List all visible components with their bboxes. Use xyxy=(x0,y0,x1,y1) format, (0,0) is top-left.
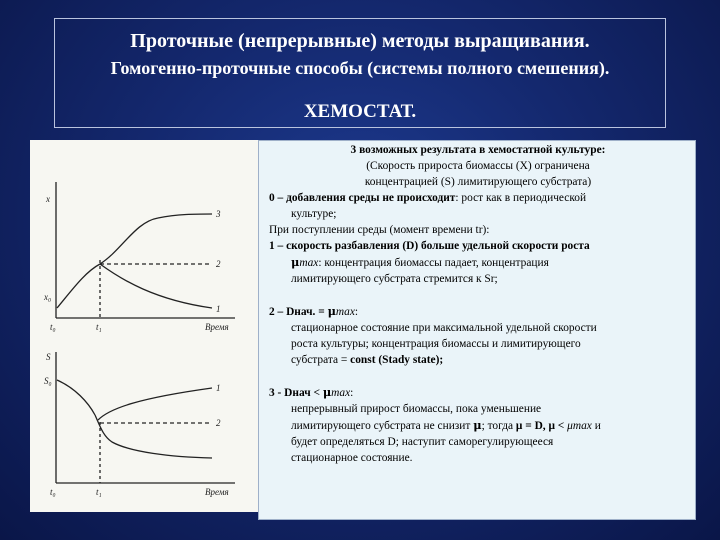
title-line-2: Гомогенно-проточные способы (системы полного смешения). xyxy=(110,58,610,78)
intro-line-2: концентрацией (S) лимитирующего субстрата) xyxy=(364,176,592,188)
bottom-initial-curve xyxy=(57,380,95,415)
title-line-3: ХЕМОСТАТ. xyxy=(303,101,417,122)
intro-line-1: (Скорость прироста биомассы (X) ограничена xyxy=(366,160,590,172)
text-panel xyxy=(258,140,696,520)
bottom-origin-label: t₀ xyxy=(50,487,56,497)
result-0: 0 – добавления среды не происходит: рост как в периодической xyxy=(269,192,587,204)
top-origin-label: t₀ xyxy=(50,322,56,332)
top-curve-3-label: 3 xyxy=(216,209,221,219)
title-box xyxy=(54,18,666,128)
result-1: 1 – скорость разбавления (D) больше удельной скорости роста xyxy=(269,240,590,252)
bottom-s0-label: S₀ xyxy=(44,376,52,386)
bottom-curve-1 xyxy=(98,388,212,420)
result-2-line-3: субстрата = const (Stady state); xyxy=(291,354,444,366)
graph-panel xyxy=(30,140,262,512)
result-3-line-2: лимитирующего субстрата не снизит μ; тогда μ = D, μ < μmax и xyxy=(291,418,601,432)
result-3: 3 - Dнач < μmax: xyxy=(269,385,354,399)
biomass-graph xyxy=(56,182,235,318)
top-x0-label: x₀ xyxy=(44,292,52,302)
result-3-line-4: стационарное состояние. xyxy=(291,452,413,464)
substrate-graph xyxy=(56,352,235,483)
result-2-line-2: роста культуры; концентрация биомассы и лимитирующего xyxy=(291,338,581,350)
result-3-line-1: непрерывный прирост биомассы, пока уменьшение xyxy=(291,403,542,415)
result-3-line-3: будет определяться D; наступит саморегулирующееся xyxy=(291,436,554,448)
result-1-line-2: μmax: концентрация биомассы падает, концентрация xyxy=(291,255,549,269)
bottom-y-label: S xyxy=(46,352,51,362)
top-axis-label: Время xyxy=(205,322,229,332)
top-curve-1-label: 1 xyxy=(216,304,221,314)
top-y-label: x xyxy=(46,194,50,204)
bottom-t1-label: t₁ xyxy=(96,487,102,497)
result-0-cont: культуре; xyxy=(291,208,337,220)
chemostat-graphs xyxy=(30,140,262,512)
title-line-1: Проточные (непрерывные) методы выращивания. xyxy=(130,30,590,52)
result-1-line-3: лимитирующего субстрата стремится к Sr; xyxy=(291,273,498,285)
top-curve-3 xyxy=(100,214,212,264)
bottom-curve-1-label: 1 xyxy=(216,383,221,393)
top-curve-2-label: 2 xyxy=(216,259,221,269)
tr-line: При поступлении среды (момент времени tr): xyxy=(269,224,490,236)
top-curve-1 xyxy=(100,264,212,308)
results-heading: 3 возможных результата в хемостатной культуре: xyxy=(350,144,606,156)
result-2: 2 – Dнач. = μmax: xyxy=(269,304,359,318)
bottom-curve-drop xyxy=(95,415,212,458)
bottom-curve-2-label: 2 xyxy=(216,418,221,428)
bottom-axis-label: Время xyxy=(205,487,229,497)
top-t1-label: t₁ xyxy=(96,322,102,332)
top-initial-curve xyxy=(57,264,100,308)
result-2-line-1: стационарное состояние при максимальной удельной скорости xyxy=(291,322,597,334)
